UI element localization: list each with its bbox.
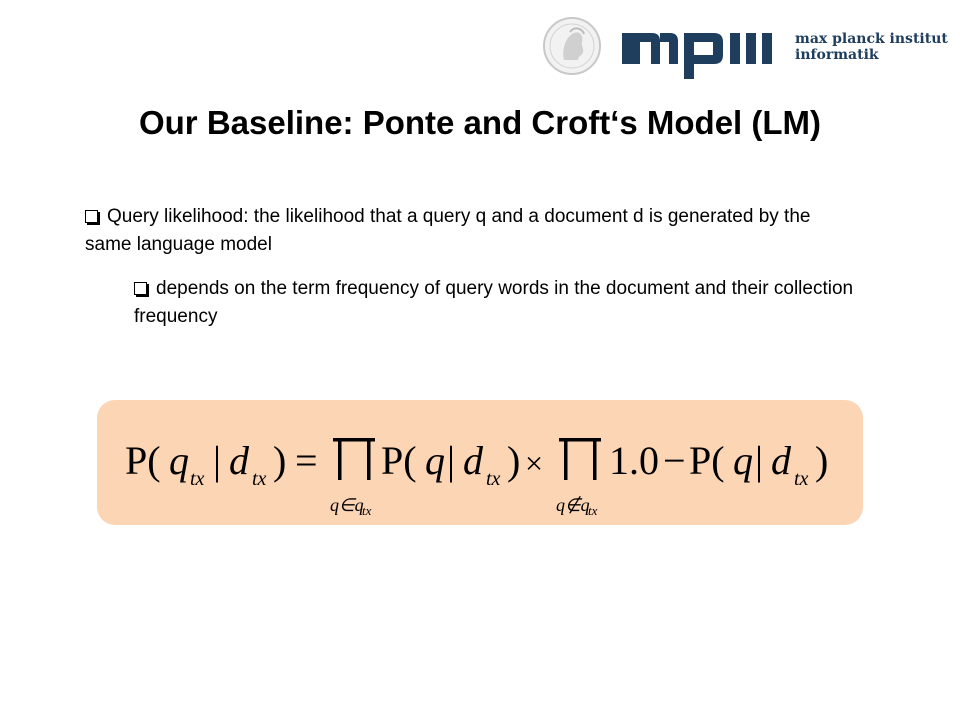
lhs-q-subscript: tx xyxy=(190,468,205,490)
product-symbol-icon xyxy=(333,438,375,480)
svg-text:): ) xyxy=(507,438,521,483)
svg-text:q: q xyxy=(425,438,445,483)
bullet-text: Query likelihood: the likelihood that a query q and a document d is generated by the same language model xyxy=(85,206,811,255)
times-sign: × xyxy=(525,445,544,481)
institute-name xyxy=(795,31,948,63)
svg-text:|: | xyxy=(447,438,456,483)
product-symbol-icon xyxy=(559,438,601,480)
slide-title: Our Baseline: Ponte and Croft‘s Model (LM) xyxy=(138,104,822,141)
product-1-subscript-tx: tx xyxy=(362,503,372,518)
institute-name-line2: informatik xyxy=(795,47,879,63)
svg-text:=: = xyxy=(295,438,318,483)
svg-text:): ) xyxy=(273,438,287,483)
svg-text:): ) xyxy=(815,438,829,483)
svg-text:|: | xyxy=(755,438,764,483)
product-2-subscript-tx: tx xyxy=(588,503,598,518)
bullet-text: depends on the term frequency of query words in the document and their collection frequency xyxy=(134,278,854,327)
svg-text:d: d xyxy=(229,438,249,483)
minerva-emblem-icon xyxy=(542,16,602,76)
lhs-d-subscript: tx xyxy=(252,468,267,490)
checkbox-bullet-icon xyxy=(85,210,98,223)
mpi-logo-icon xyxy=(622,24,787,80)
formula-box xyxy=(97,400,863,525)
bullet-item-query-likelihood xyxy=(85,203,845,259)
svg-text:P(: P( xyxy=(381,438,417,483)
checkbox-bullet-icon xyxy=(134,282,147,295)
bullet-item-term-frequency xyxy=(134,275,854,331)
svg-text:tx: tx xyxy=(794,468,809,490)
institute-name-line1: max planck institut xyxy=(795,31,948,47)
one-constant: 1.0 xyxy=(609,438,659,483)
svg-text:tx: tx xyxy=(486,468,501,490)
svg-text:P(: P( xyxy=(689,438,725,483)
svg-text:q: q xyxy=(733,438,753,483)
svg-text:q: q xyxy=(169,438,189,483)
formula-equation xyxy=(97,400,863,525)
minus-sign: − xyxy=(663,438,686,483)
svg-text:d: d xyxy=(771,438,791,483)
svg-text:P(: P( xyxy=(125,438,161,483)
product-2-subscript: q∉q xyxy=(556,495,590,515)
svg-text:|: | xyxy=(213,438,222,483)
svg-text:d: d xyxy=(463,438,483,483)
product-1-subscript: q∈q xyxy=(330,495,364,515)
